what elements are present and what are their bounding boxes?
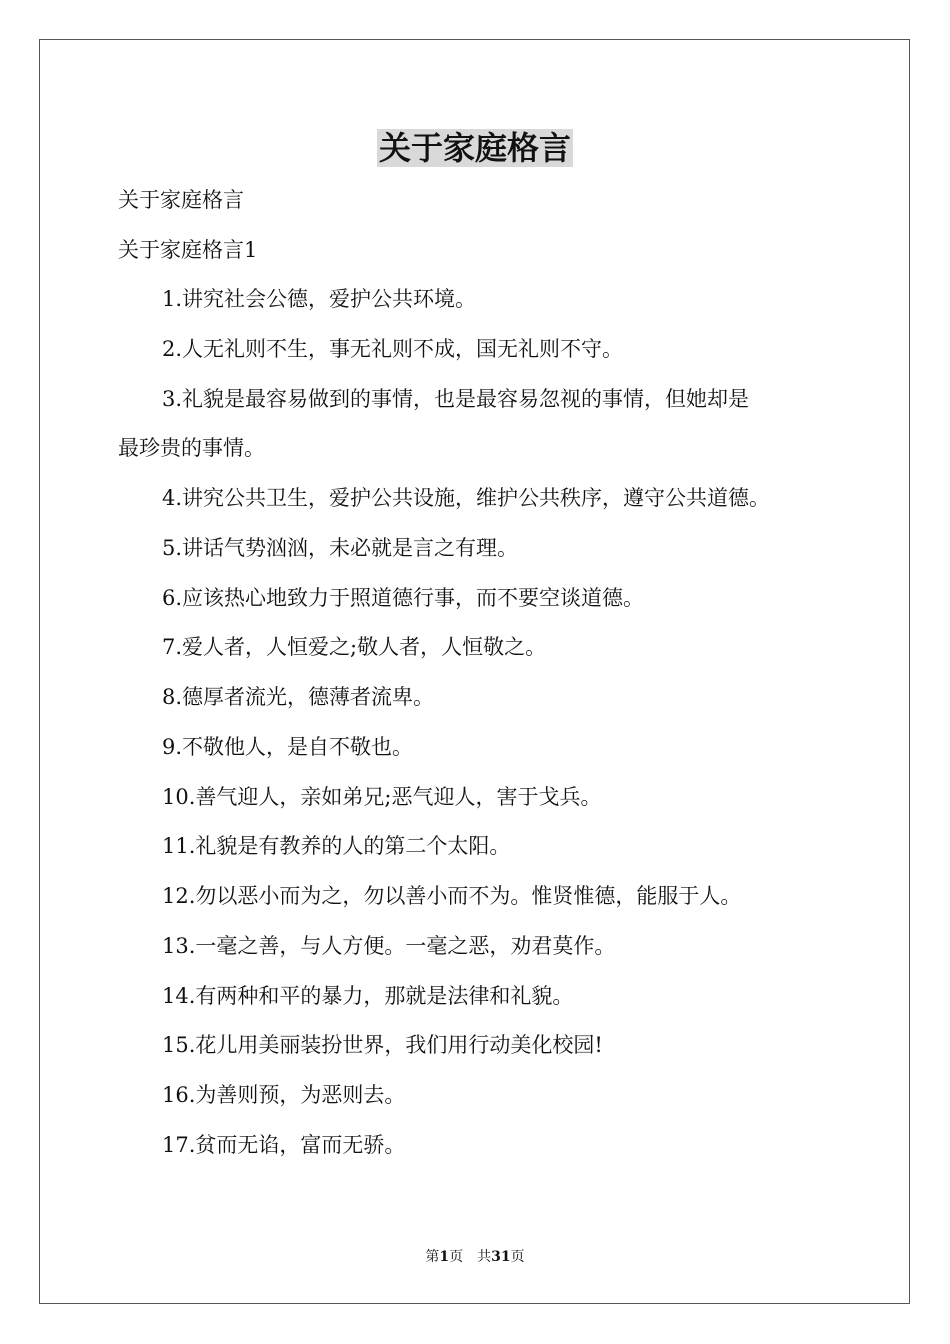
list-item: 5.讲话气势汹汹，未必就是言之有理。 [162, 536, 519, 560]
total-pages-number: 31 [491, 1249, 511, 1265]
list-item: 14.有两种和平的暴力，那就是法律和礼貌。 [162, 984, 574, 1008]
list-item: 8.德厚者流光，德薄者流卑。 [162, 685, 435, 709]
current-page-number: 1 [439, 1249, 450, 1265]
list-item: 13.一毫之善，与人方便。一毫之恶，劝君莫作。 [162, 934, 616, 958]
list-item: 9.不敬他人，是自不敬也。 [162, 735, 414, 759]
list-item: 16.为善则预，为恶则去。 [162, 1083, 406, 1107]
footer-middle: 页 共 [449, 1249, 492, 1265]
page-footer [0, 1247, 950, 1267]
list-item: 3.礼貌是最容易做到的事情，也是最容易忽视的事情，但她却是 [162, 387, 750, 411]
footer-prefix: 第 [425, 1249, 440, 1265]
list-item: 4.讲究公共卫生，爱护公共设施，维护公共秩序，遵守公共道德。 [162, 486, 771, 510]
section-heading: 关于家庭格言1 [118, 238, 258, 262]
document-title [0, 127, 950, 169]
list-item: 7.爱人者，人恒爱之;敬人者，人恒敬之。 [162, 635, 547, 659]
list-item: 12.勿以恶小而为之，勿以善小而不为。惟贤惟德，能服于人。 [162, 884, 742, 908]
list-item: 2.人无礼则不生，事无礼则不成，国无礼则不守。 [162, 337, 624, 361]
document-subtitle: 关于家庭格言 [118, 188, 244, 212]
page-border [39, 39, 910, 1304]
list-item: 1.讲究社会公德，爱护公共环境。 [162, 287, 477, 311]
document-title-text: 关于家庭格言 [378, 129, 571, 167]
list-item: 11.礼貌是有教养的人的第二个太阳。 [162, 834, 511, 858]
list-item: 15.花儿用美丽装扮世界，我们用行动美化校园! [162, 1033, 603, 1057]
list-item: 6.应该热心地致力于照道德行事，而不要空谈道德。 [162, 586, 645, 610]
list-item: 17.贫而无谄，富而无骄。 [162, 1133, 406, 1157]
list-item-continuation: 最珍贵的事情。 [118, 436, 265, 460]
list-item: 10.善气迎人，亲如弟兄;恶气迎人，害于戈兵。 [162, 785, 602, 809]
footer-suffix: 页 [510, 1249, 525, 1265]
